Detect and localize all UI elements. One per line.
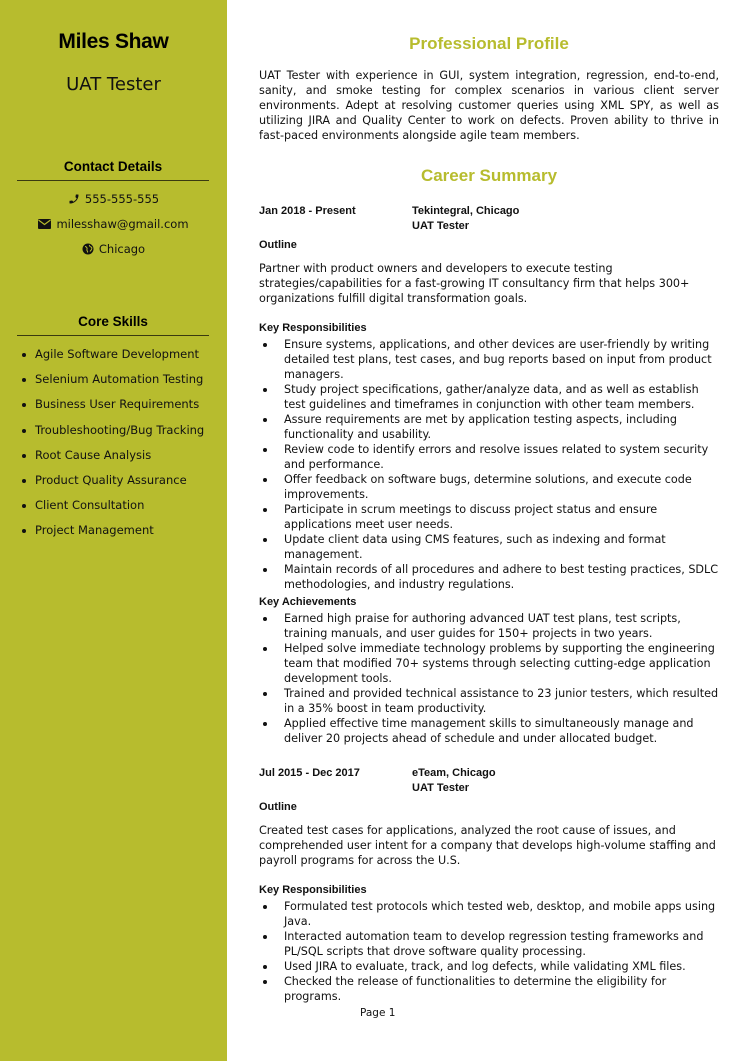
skills-list bbox=[22, 347, 204, 549]
contact-phone bbox=[0, 192, 227, 206]
list-item: Used JIRA to evaluate, track, and log defects, while validating XML files. bbox=[259, 959, 719, 974]
list-item: Ensure systems, applications, and other devices are user-friendly by writing detailed test plans, test cases, and bug reports based on input from product managers. bbox=[259, 337, 719, 382]
bullet-icon bbox=[22, 454, 26, 458]
list-item: Trained and provided technical assistance to 23 junior testers, which resulted in a 35% boost in team productivity. bbox=[259, 686, 719, 716]
outline-label: Outline bbox=[259, 801, 297, 813]
skill-item: Troubleshooting/Bug Tracking bbox=[22, 423, 204, 448]
envelope-icon bbox=[38, 219, 51, 229]
skills-heading: Core Skills bbox=[17, 314, 209, 336]
bullet-icon bbox=[22, 529, 26, 533]
job-position: UAT Tester bbox=[412, 782, 470, 794]
phone-text: 555-555-555 bbox=[84, 192, 160, 206]
responsibilities-list bbox=[259, 899, 719, 1004]
job-company bbox=[412, 766, 496, 796]
skill-item: Project Management bbox=[22, 523, 204, 548]
list-item: Checked the release of functionalities to determine the eligibility for programs. bbox=[259, 974, 719, 1004]
profile-text: UAT Tester with experience in GUI, system integration, regression, end-to-end, sanity, and smoke testing for complex scenarios in various client server environments. Adept at resolving customer queries using XML SPY, as well as utilizing JIRA and Quality Center to work on defects. Proven ability to thrive in fast-paced environments alongside agile team members. bbox=[259, 69, 719, 142]
achievements-label: Key Achievements bbox=[259, 596, 357, 608]
bullet-icon bbox=[22, 479, 26, 483]
list-item: Earned high praise for authoring advanced UAT test plans, test scripts, training manuals, and user guides for 150+ projects in two years. bbox=[259, 611, 719, 641]
bullet-icon bbox=[22, 403, 26, 407]
job-date: Jul 2015 - Dec 2017 bbox=[259, 767, 360, 779]
skill-item: Product Quality Assurance bbox=[22, 473, 204, 498]
skill-item: Business User Requirements bbox=[22, 397, 204, 422]
location-text: Chicago bbox=[98, 242, 146, 256]
skill-item: Selenium Automation Testing bbox=[22, 372, 204, 397]
list-item: Update client data using CMS features, such as indexing and format management. bbox=[259, 532, 719, 562]
list-item: Study project specifications, gather/analyze data, and as well as establish test guidelines and timeframes in conjunction with other team members. bbox=[259, 382, 719, 412]
candidate-name: Miles Shaw bbox=[58, 30, 169, 53]
job-outline: Created test cases for applications, analyzed the root cause of issues, and comprehended user intent for a company that develops high-volume staffing and payroll programs for across the U.S. bbox=[259, 824, 716, 867]
career-title: Career Summary bbox=[420, 166, 558, 185]
list-item: Maintain records of all procedures and adhere to best testing practices, SDLC methodologies, and industry regulations. bbox=[259, 562, 719, 592]
page-number: Page 1 bbox=[360, 1007, 396, 1019]
job-outline: Partner with product owners and developers to execute testing strategies/capabilities for a fast-growing IT consultancy firm that helps 300+ organizations fulfill digital transformation goals. bbox=[259, 262, 690, 305]
list-item: Helped solve immediate technology problems by supporting the engineering team that modified 70+ systems through selecting cutting-edge application development tools. bbox=[259, 641, 719, 686]
candidate-role: UAT Tester bbox=[66, 74, 161, 95]
phone-icon bbox=[68, 193, 80, 205]
responsibilities-list bbox=[259, 337, 719, 592]
bullet-icon bbox=[22, 429, 26, 433]
email-text: milesshaw@gmail.com bbox=[56, 217, 189, 231]
list-item: Interacted automation team to develop regression testing frameworks and PL/SQL scripts that drove software quality processing. bbox=[259, 929, 719, 959]
list-item: Offer feedback on software bugs, determine solutions, and execute code improvements. bbox=[259, 472, 719, 502]
skill-item: Client Consultation bbox=[22, 498, 204, 523]
outline-label: Outline bbox=[259, 239, 297, 251]
contact-location bbox=[0, 242, 227, 256]
bullet-icon bbox=[22, 504, 26, 508]
contact-heading: Contact Details bbox=[17, 159, 209, 181]
list-item: Participate in scrum meetings to discuss project status and ensure applications meet user needs. bbox=[259, 502, 719, 532]
skill-item: Root Cause Analysis bbox=[22, 448, 204, 473]
responsibilities-label: Key Responsibilities bbox=[259, 322, 367, 334]
bullet-icon bbox=[22, 353, 26, 357]
list-item: Review code to identify errors and resolve issues related to system security and performance. bbox=[259, 442, 719, 472]
company-name: Tekintegral, Chicago bbox=[412, 205, 520, 217]
job-company bbox=[412, 204, 519, 234]
profile-title: Professional Profile bbox=[409, 34, 569, 53]
contact-email bbox=[0, 217, 227, 231]
list-item: Assure requirements are met by application testing aspects, including functionality and usability. bbox=[259, 412, 719, 442]
skill-item: Agile Software Development bbox=[22, 347, 204, 372]
sidebar bbox=[0, 0, 227, 1061]
job-position: UAT Tester bbox=[412, 220, 470, 232]
list-item: Formulated test protocols which tested web, desktop, and mobile apps using Java. bbox=[259, 899, 719, 929]
bullet-icon bbox=[22, 378, 26, 382]
achievements-list bbox=[259, 611, 719, 746]
company-name: eTeam, Chicago bbox=[412, 767, 496, 779]
globe-icon bbox=[82, 243, 94, 255]
job-date: Jan 2018 - Present bbox=[259, 205, 356, 217]
list-item: Applied effective time management skills to simultaneously manage and deliver 20 projects ahead of schedule and under allocated budget. bbox=[259, 716, 719, 746]
responsibilities-label: Key Responsibilities bbox=[259, 884, 367, 896]
